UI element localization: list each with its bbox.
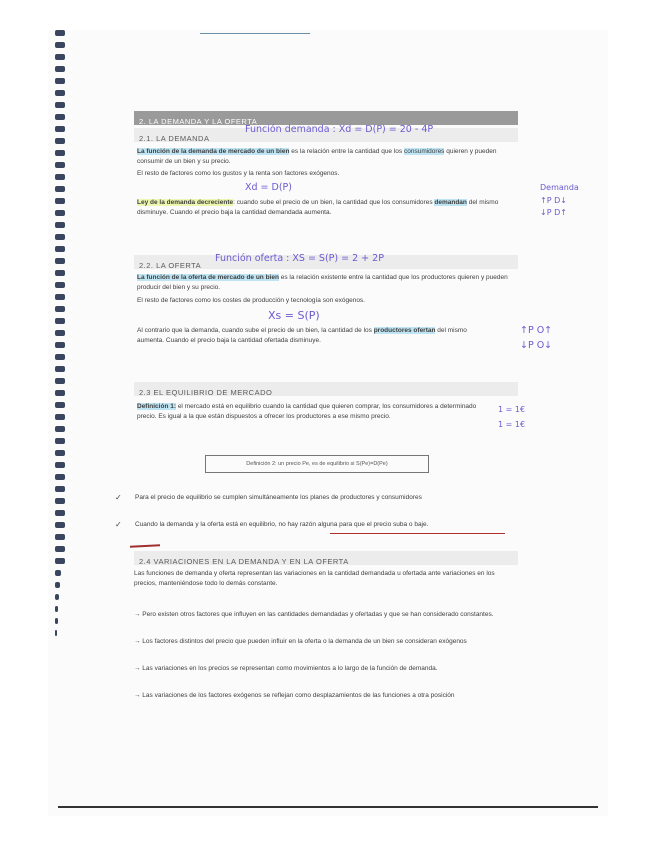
highlight-oferta-function: La función de la oferta de mercado de un bien [137, 274, 279, 281]
spiral-binding [55, 30, 67, 640]
section-title-equilibrio: 2.3 EL EQUILIBRIO DE MERCADO [139, 388, 273, 397]
section-equilibrio [134, 382, 518, 396]
handwritten-xs: Xs = S(P) [268, 309, 320, 322]
red-underline [330, 533, 505, 534]
margin-demanda-label: Demanda [540, 183, 579, 192]
text: Al contrario que la demanda, cuando sube el precio de un bien, la cantidad de los [137, 327, 374, 334]
check-icon: ✓ [115, 520, 122, 529]
text: el mercado está en equilibrio cuando la cantidad que quieren comprar, los consumidores a determinado precio. Es igual a la que están dispuestos a ofrecer los productores a ese mismo precio. [137, 403, 477, 420]
check-icon: ✓ [115, 493, 122, 502]
demanda-paragraph-2: El resto de factores como los gustos y la renta son factores exógenos. [137, 170, 340, 177]
variaciones-paragraph: Las funciones de demanda y oferta representan las variaciones en la cantidad demandada u ofertada ante variaciones en los precios, manteniéndose todo lo demás constante. [134, 570, 495, 587]
handwritten-oferta-formula: Función oferta : XS = S(P) = 2 + 2P [215, 253, 384, 264]
highlight-productores-ofertan: productores ofertan [373, 327, 436, 334]
highlight-consumidores: consumidores [403, 148, 445, 155]
chapter-header [134, 111, 518, 125]
page-bottom-edge [58, 806, 598, 808]
text: del mismo disminuye. Cuando el precio baja la cantidad demandada aumenta. [137, 199, 499, 216]
oferta-paragraph-1 [137, 273, 515, 293]
margin-demanda-up: ↑P D↓ [540, 196, 567, 205]
chapter-title: 2. LA DEMANDA Y LA OFERTA [139, 117, 258, 126]
margin-demanda-down: ↓P D↑ [540, 208, 567, 217]
section-variaciones [134, 551, 518, 565]
text: quieren y pueden consumir de un bien y su precio. [137, 148, 497, 165]
section-title-variaciones: 2.4 VARIACIONES EN LA DEMANDA Y EN LA OFERTA [139, 557, 349, 566]
demanda-paragraph-3 [137, 198, 515, 218]
text: es la relación entre la cantidad que los [289, 148, 404, 155]
variaciones-bullet-3: → Las variaciones en los precios se representan como movimientos a lo largo de la función de demanda. [134, 665, 438, 672]
equilibrio-bullet-1: Para el precio de equilibrio se cumplen simultáneamente los planes de productores y consumidores [135, 494, 422, 501]
label-definicion-1: Definición 1: [137, 403, 177, 410]
top-rule [200, 33, 310, 34]
section-title-oferta: 2.2. LA OFERTA [139, 261, 202, 270]
oferta-paragraph-2: El resto de factores como los costes de producción y tecnología son exógenos. [137, 297, 365, 304]
highlight-demandan: demandan [434, 199, 467, 206]
variaciones-bullet-1: → Pero existen otros factores que influyen en las cantidades demandadas y ofertadas y que se han considerado constantes. [134, 611, 494, 618]
text: : cuando sube el precio de un bien, la cantidad que los consumidores [233, 199, 435, 206]
oferta-paragraph-3 [137, 326, 467, 346]
demanda-paragraph-1 [137, 147, 515, 167]
margin-eq-1: 1 = 1€ [498, 405, 526, 414]
definition-2-text: Definición 2: un precio Pe, es de equilibrio si S(Pe)=D(Pe) [246, 461, 388, 467]
margin-oferta-up: ↑P O↑ [520, 325, 553, 336]
variaciones-bullet-2: → Los factores distintos del precio que pueden influir en la oferta o la demanda de un bien se consideran exógenos [134, 638, 467, 645]
equilibrio-definition-1 [137, 402, 487, 422]
handwritten-xd: Xd = D(P) [245, 182, 292, 193]
definition-2-box [205, 455, 429, 473]
demanda-highlight-function: La función de la demanda de mercado de un bien [137, 148, 290, 155]
highlight-ley-demanda: Ley de la demanda decreciente [137, 199, 234, 206]
text: del mismo aumenta. Cuando el precio baja la cantidad ofertada disminuye. [137, 327, 467, 344]
section-title-demanda: 2.1. LA DEMANDA [139, 134, 210, 143]
handwritten-demanda-formula: Función demanda : Xd = D(P) = 20 - 4P [245, 124, 434, 135]
variaciones-bullet-4: → Las variaciones de los factores exógenos se reflejan como desplazamientos de las funciones a otra posición [134, 692, 455, 699]
margin-eq-2: 1 = 1€ [498, 420, 526, 429]
text: es la relación existente entre la cantidad que los productores quieren y pueden producir del bien y su precio. [137, 274, 508, 291]
margin-oferta-down: ↓P O↓ [520, 340, 553, 351]
equilibrio-bullet-2: Cuando la demanda y la oferta está en equilibrio, no hay razón alguna para que el precio suba o baje. [135, 521, 429, 528]
